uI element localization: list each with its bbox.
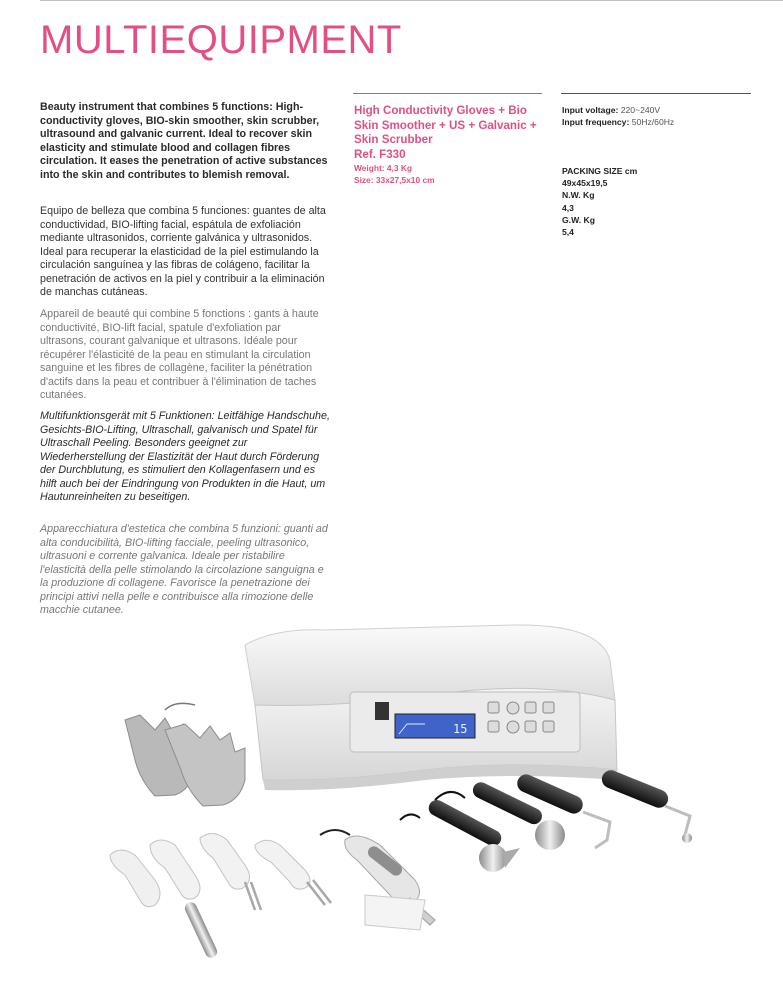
scrubber-cap [365,895,425,930]
white-handle-4 [255,840,310,889]
mode-button[interactable] [507,702,519,714]
probe-1-handle [426,797,504,849]
product-block [354,104,544,186]
net-weight-value: 4,3 [562,202,574,213]
specs-rule [561,93,751,94]
logo-badge [375,702,389,720]
screen-readout: 15 [453,722,468,736]
packing-title: PACKING SIZE cm [562,166,638,176]
probe-4-tip [665,806,690,835]
probe-2-head [535,820,565,850]
white-handle-1 [110,850,160,907]
description-italian: Apparecchiatura d'estetica che combina 5 funzioni: guanti ad alta conducibilità, BIO-lifting facciale, peeling ultrasonico, ultrasuoni e corrente galvanica. Ideale per ristabilire l'elasticità della pelle stimolando la circolazione sanguigna e la produzione di collagene. Favorisce la penetrazione dei principi attivi nella pelle e contribuisce alla rimozione delle macchie cutanee. [40,523,328,616]
up-button[interactable] [488,702,499,713]
probe-4-ball [682,833,692,843]
menu-button[interactable] [525,702,536,713]
probe-3-tip [583,812,610,848]
start-pause-button[interactable] [488,721,499,732]
probe-1-tip [503,848,520,868]
down-button[interactable] [525,721,536,732]
electrical-specs [562,104,674,128]
top-rule [40,0,783,1]
timer-up-button[interactable] [543,702,554,713]
input-frequency-label: Input frequency: [562,117,630,127]
timer-down-button[interactable] [543,721,554,732]
conductive-gloves [125,703,245,806]
description-spanish: Equipo de belleza que combina 5 funciones: guantes de alta conductividad, BIO-lifting facial, espátula de exfoliación mediante ultrasonidos, corriente galvánica y ultrasonidos. Ideal para recuperar la elasticidad de la piel estimulando la circulación sanguínea y las fibras de colágeno, facilitar la penetración de activos en la piel y contribuir a la eliminación de manchas cutáneas. [40,205,326,298]
scrubber-body [345,836,420,904]
product-ref: Ref. F330 [354,147,406,161]
white-handle-3 [200,833,250,889]
description-french: Appareil de beauté qui combine 5 fonctions : gants à haute conductivité, BIO-lift facial, spatule d'exfoliation par ultrasons, courant galvanique et ultrasons. Idéale pour récupérer l'élasticité de la peau en stimulant la circulation sanguine et les fibres de collagène, faciliter la pénétration d'actifs dans la peau et contribuer à l'élimination de taches cutanées. [40,308,319,401]
product-rule [353,93,542,94]
gross-weight-label: G.W. Kg [562,214,595,225]
input-voltage-value: 220~240V [620,105,661,115]
minus-button[interactable] [507,721,519,733]
page-title: MULTIEQUIPMENT [40,18,402,62]
gross-weight-value: 5,4 [562,227,574,238]
white-handpieces [110,833,331,959]
product-size: Size: 33x27,5x10 cm [354,175,435,185]
glove-cable [165,703,195,710]
product-weight: Weight: 4,3 Kg [354,163,413,173]
probe-1-head [479,844,507,872]
packing-size: 49x45x19,5 [562,178,608,189]
input-frequency-value: 50Hz/60Hz [631,117,675,127]
probe-cable-1 [400,814,420,820]
device-unit [245,625,617,790]
input-voltage-label: Input voltage: [562,105,619,115]
description-german: Multifunktionsgerät mit 5 Funktionen: Leitfähige Handschuhe, Gesichts-BIO-Lifting, Ultraschall, galvanisch und Spatel für Ultraschall Peeling. Besonders geeignet zur Wiederherstellung der Elastizität der Haut durch Förderung der Durchblutung, es stimuliert den Kollagenfasern und es hilft auch bei der Eindringung von Produkten in die Haut, um Hautunreinheiten zu beseitigen. [40,410,330,503]
input-voltage-row [562,104,674,116]
metal-rod-1 [183,900,219,959]
scrubber-cable [320,830,350,835]
product-photo [95,620,775,970]
probe-4-handle [599,768,671,811]
packing-block [562,165,637,238]
product-name: High Conductivity Gloves + Bio Skin Smoother + US + Galvanic + Skin Scrubber [354,104,537,146]
probe-cable-2 [435,792,465,800]
input-frequency-row [562,116,674,128]
black-probes [400,768,692,872]
net-weight-label: N.W. Kg [562,190,595,201]
description-english: Beauty instrument that combines 5 functions: High-conductivity gloves, BIO-skin smoother, skin scrubber, ultrasound and galvanic current. Ideal to recover skin elasticity and stimulate blood and collagen fibres circulation. It eases the penetration of active substances into the skin and contributes to blemish removal. [40,101,328,181]
skin-scrubber [320,830,435,930]
